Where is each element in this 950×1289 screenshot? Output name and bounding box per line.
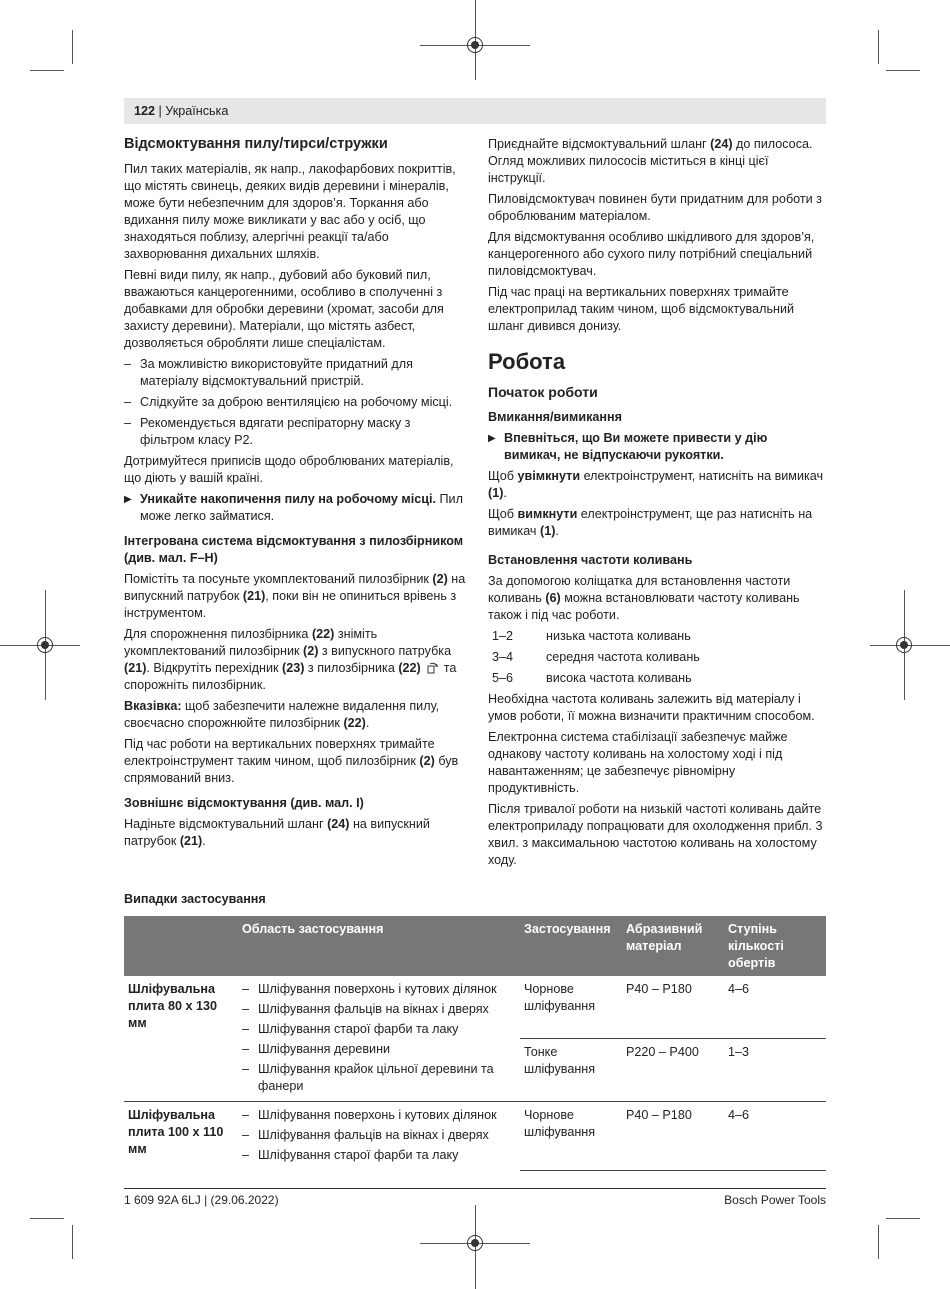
table-cell-abrasive: P220 – P400 <box>622 1038 724 1101</box>
paragraph: Пиловідсмоктувач повинен бути придатним для роботи з оброблюваним матеріалом. <box>488 192 822 223</box>
crop-mark <box>72 1225 73 1259</box>
table-cell-areas <box>238 1102 520 1171</box>
header-separator: | <box>158 104 162 118</box>
crop-mark <box>886 70 920 71</box>
table-title: Випадки застосування <box>124 892 266 906</box>
table-header-cell: Абразивний матеріал <box>622 916 724 976</box>
list-item: – Шліфування фальців на вікнах і дверях <box>242 1127 516 1144</box>
registration-mark-icon <box>467 37 483 53</box>
paragraph: Пил таких матеріалів, як напр., лакофарбових покриттів, що містять свинець, деяких видів деревини і мінералів, може бути небезпечним для здоров’я. Торкання або вдихання пилу може викликати у вас або у осіб, що знаходяться поблизу, алергічні реакції та/або захворювання дихальних шляхів. <box>124 162 456 261</box>
paragraph: За допомогою коліщатка для встановлення частоти коливань (6) можна встановлювати частоту коливань також і під час роботи. <box>488 574 800 622</box>
paragraph: Дотримуйтеся приписів щодо оброблюваних матеріалів, що діють у вашій країні. <box>124 454 454 485</box>
list-item: – Шліфування деревини <box>242 1041 516 1058</box>
paragraph: Необхідна частота коливань залежить від матеріалу і умов роботи, її можна визначити практичним способом. <box>488 692 815 723</box>
table-cell-abrasive: P40 – P180 <box>622 976 724 1038</box>
table-cell-use: Чорнове шліфування <box>520 976 622 1038</box>
crop-mark <box>878 1225 879 1259</box>
table-header-row <box>124 916 826 976</box>
list-item: – Рекомендується вдягати респіраторну маску з фільтром класу P2. <box>124 415 466 449</box>
paragraph: Для відсмоктування особливо шкідливого для здоров’я, канцерогенного або сухого пилу потрібний спеціальний пиловідсмоктувач. <box>488 230 815 278</box>
table-header-cell: Область застосування <box>238 916 520 976</box>
crop-mark <box>72 30 73 64</box>
page-header <box>124 98 826 124</box>
list-item: – За можливістю використовуйте придатний для матеріалу відсмоктувальний пристрій. <box>124 356 466 390</box>
paragraph: Приєднайте відсмоктувальний шланг (24) до пилососа. Огляд можливих пилососів міститься в кінці цієї інструкції. <box>488 137 813 185</box>
paragraph: Після тривалої роботи на низькій частоті коливань дайте електроприладу попрацювати для охолодження прибл. 3 хвил. з максимальною частотою коливань на холостому ходу. <box>488 802 823 867</box>
section-heading-dust: Відсмоктування пилу/тирси/стружки <box>124 136 388 152</box>
table-cell-label: Шліфувальна плита 80 x 130 мм <box>124 976 238 1102</box>
warning-bold: Уникайте накопичення пилу на робочому місці. <box>140 492 436 506</box>
paragraph: Під час роботи на вертикальних поверхнях тримайте електроінструмент таким чином, щоб пилозбірник (2) був спрямований вниз. <box>124 737 459 785</box>
table-row <box>124 1102 826 1171</box>
crop-mark <box>886 1218 920 1219</box>
table-header-cell: Застосування <box>520 916 622 976</box>
left-column <box>124 136 466 854</box>
table-cell-use: Тонке шліфування <box>520 1038 622 1101</box>
subheading-start: Початок роботи <box>488 384 598 400</box>
page-number: 122 <box>134 104 156 118</box>
frequency-row: 3–4 середня частота коливань <box>492 650 700 664</box>
section-heading-work: Робота <box>488 349 566 374</box>
paragraph: Під час праці на вертикальних поверхнях тримайте електроприлад таким чином, щоб відсмоктувальний шланг дивився донизу. <box>488 285 795 333</box>
frequency-row: 5–6 висока частота коливань <box>492 671 692 685</box>
list-item: – Шліфування старої фарби та лаку <box>242 1147 516 1164</box>
table-cell-speed: 4–6 <box>724 976 826 1038</box>
warning-text: Пил може легко займатися. <box>140 492 463 523</box>
paragraph: Певні види пилу, як напр., дубовий або буковий пил, вважаються канцерогенними, особливо в сполученні з добавками для обробки деревини (хромат, засоби для захисту деревини). Матеріали, що містять азбест, дозволяється обробляти лише спеціалістам. <box>124 268 444 350</box>
table-cell-abrasive: P40 – P180 <box>622 1102 724 1171</box>
crop-mark <box>878 30 879 64</box>
footer-rule <box>124 1188 826 1189</box>
crop-mark <box>30 1218 64 1219</box>
list-item: – Шліфування поверхонь і кутових ділянок <box>242 981 516 998</box>
list-item: – Шліфування фальців на вікнах і дверях <box>242 1001 516 1018</box>
right-column <box>488 136 826 873</box>
table-cell-label: Шліфувальна плита 100 x 110 мм <box>128 1108 224 1156</box>
paragraph: Електронна система стабілізації забезпечує майже однакову частоту коливань на холостому ході і під навантаженням; це забезпечує рівномірну продуктивність. <box>488 730 788 795</box>
subheading-integrated: Інтегрована система відсмоктування з пилозбірником (див. мал. F–H) <box>124 534 464 565</box>
paragraph: Для спорожнення пилозбірника (22) зніміть укомплектований пилозбірник (2) з випускного патрубка (21). Відкрутіть перехідник (23) з пилозбірника (22) та спорожніть пилозбірник. <box>124 627 457 692</box>
table-cell-areas <box>238 976 520 1102</box>
warning-item: ▶ Впевніться, що Ви можете привести у дію вимикач, не відпускаючи рукоятки. <box>488 430 826 464</box>
subheading-frequency: Встановлення частоти коливань <box>488 553 693 567</box>
paragraph: Щоб увімкнути електроінструмент, натисніть на вимикач (1). <box>488 469 824 500</box>
table-row <box>124 976 826 1038</box>
unscrew-icon <box>424 662 440 676</box>
table-header-cell <box>124 916 238 976</box>
applications-table <box>124 916 826 1171</box>
table-cell-use: Чорнове шліфування <box>520 1102 622 1171</box>
list-item: – Шліфування старої фарби та лаку <box>242 1021 516 1038</box>
paragraph: Надіньте відсмоктувальний шланг (24) на випускний патрубок (21). <box>124 817 430 848</box>
footer-brand: Bosch Power Tools <box>724 1193 826 1207</box>
table-cell-speed: 4–6 <box>724 1102 826 1171</box>
table-header-cell: Ступінь кількості обертів <box>724 916 826 976</box>
subheading-external: Зовнішнє відсмоктування (див. мал. I) <box>124 796 364 810</box>
list-item: – Шліфування поверхонь і кутових ділянок <box>242 1107 516 1124</box>
frequency-row: 1–2 низька частота коливань <box>492 629 691 643</box>
warning-item <box>124 491 466 525</box>
table-cell-speed: 1–3 <box>724 1038 826 1101</box>
header-language: Українська <box>165 104 229 118</box>
registration-mark-icon <box>37 637 53 653</box>
crop-mark <box>30 70 64 71</box>
subheading-onoff: Вмикання/вимикання <box>488 410 622 424</box>
footer-document-id: 1 609 92A 6LJ | (29.06.2022) <box>124 1193 279 1207</box>
list-item: – Слідкуйте за доброю вентиляцією на робочому місці. <box>124 394 466 411</box>
list-item: – Шліфування крайок цільної деревини та фанери <box>242 1061 516 1095</box>
paragraph: Помістіть та посуньте укомплектований пилозбірник (2) на випускний патрубок (21), поки він не опиниться врівень з інструментом. <box>124 572 466 620</box>
note-paragraph: Вказівка: щоб забезпечити належне видалення пилу, своєчасно спорожнюйте пилозбірник (22). <box>124 699 440 730</box>
paragraph: Щоб вимкнути електроінструмент, ще раз натисніть на вимикач (1). <box>488 507 813 538</box>
registration-mark-icon <box>896 637 912 653</box>
registration-mark-icon <box>467 1235 483 1251</box>
